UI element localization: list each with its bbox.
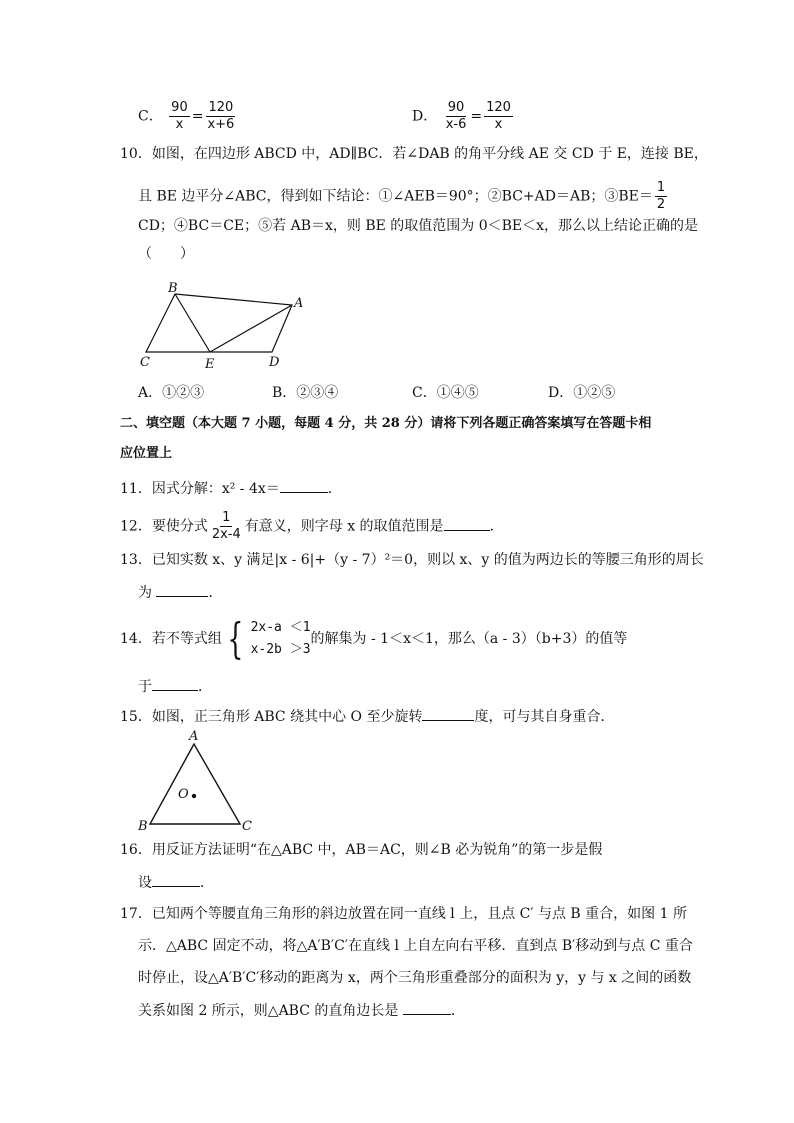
q16-text: 设 — [138, 875, 152, 891]
q10-option-a: A．①②③ — [138, 385, 205, 401]
q10-option-b: B．②③④ — [272, 385, 339, 401]
q10-line3: CD；④BC＝CE；⑤若 AB＝x，则 BE 的取值范围为 0＜BE＜x，那么以上结论正确的是 — [138, 218, 699, 234]
label-c: C — [242, 819, 252, 834]
q16-line1: 16．用反证方法证明“在△ABC 中，AB＝AC，则∠B 必为锐角”的第一步是假 — [120, 842, 603, 858]
q17-line1: 17．已知两个等腰直角三角形的斜边放置在同一直线 l 上，且点 C′ 与点 B 重合，如图 1 所 — [120, 906, 687, 922]
denominator: x — [494, 117, 503, 132]
label-o: O — [178, 787, 189, 802]
inequality-row: x-2b ＞3 — [250, 642, 311, 657]
fraction — [444, 100, 469, 133]
q10-option-d: D．①②⑤ — [548, 385, 616, 401]
denominator: 2 — [656, 197, 666, 212]
period: ． — [208, 585, 223, 601]
q17-text: 关系如图 2 所示，则△ABC 的直角边长是 — [138, 1003, 399, 1019]
q14-line1 — [120, 614, 627, 664]
q17-line4 — [138, 1000, 465, 1021]
q14-text: 的解集为 - 1＜x＜1，那么（a - 3）（b+3）的值等 — [310, 631, 628, 647]
period: ． — [200, 875, 214, 891]
q14-text: 14．若不等式组 — [120, 631, 222, 647]
answer-blank[interactable] — [280, 478, 328, 493]
fraction — [169, 100, 190, 133]
inequality-system — [222, 614, 311, 663]
numerator: 1 — [656, 180, 666, 195]
label-b: B — [168, 281, 178, 296]
q17-line3: 时停止，设△A′B′C′移动的距离为 x，两个三角形重叠部分的面积为 y，y 与 x 之间的函数 — [138, 970, 692, 986]
label-e: E — [205, 357, 215, 372]
fraction — [205, 100, 236, 133]
q10-line1: 10．如图，在四边形 ABCD 中，AD∥BC．若∠DAB 的角平分线 AE 交 CD 于 E，连接 BE， — [120, 146, 708, 162]
option-label: D． — [412, 108, 438, 125]
label-c: C — [140, 355, 150, 370]
q11-text: 11．因式分解：x² - 4x＝ — [120, 481, 280, 497]
q12-text: 12．要使分式 — [120, 518, 208, 535]
numerator: 90 — [447, 100, 465, 115]
q9-option-c — [138, 100, 238, 133]
q13-line1: 13．已知实数 x、y 满足|x - 6|+（y - 7）²＝0，则以 x、y 的值为两边长的等腰三角形的周长 — [120, 552, 704, 568]
equals-sign: = — [191, 108, 204, 125]
equals-sign: = — [470, 108, 483, 125]
q10-option-c: C．①④⑤ — [412, 385, 479, 401]
numerator: 120 — [486, 100, 511, 115]
period: ． — [198, 679, 212, 695]
fraction — [210, 510, 243, 543]
q14-line2 — [138, 676, 212, 697]
q14-text: 于 — [138, 679, 152, 695]
brace-icon: { — [227, 614, 244, 663]
label-b: B — [138, 819, 148, 834]
q15 — [120, 706, 614, 727]
answer-blank[interactable] — [152, 872, 200, 887]
numerator: 90 — [171, 100, 188, 115]
denominator: 2x-4 — [211, 527, 241, 542]
q10-text: 且 BE 边平分∠ABC，得到如下结论：①∠AEB＝90°；②BC+AD＝AB；③BE＝ — [138, 188, 653, 205]
answer-blank[interactable] — [403, 1000, 451, 1015]
answer-blank[interactable] — [156, 582, 208, 597]
answer-blank[interactable] — [444, 516, 490, 531]
label-a: A — [189, 729, 199, 744]
quadrilateral-figure — [130, 274, 320, 374]
inequality-row: 2x-a ＜1 — [250, 620, 311, 635]
q17-line2: 示．△ABC 固定不动，将△A′B′C′在直线 l 上自左向右平移．直到点 B′移动到与点 C 重合 — [138, 938, 693, 954]
q12-text: 有意义，则字母 x 的取值范围是 — [244, 518, 444, 535]
section-2-header: 二、填空题（本大题 7 小题，每题 4 分，共 28 分）请将下列各题正确答案填写在答题卡相 — [120, 416, 652, 431]
q13-text: 为 — [138, 585, 152, 601]
numerator: 1 — [222, 510, 231, 525]
q13-line2 — [138, 582, 222, 603]
period: ． — [327, 481, 342, 497]
section-2-header-cont: 应位置上 — [120, 446, 173, 461]
q15-text: 15．如图，正三角形 ABC 绕其中心 O 至少旋转 — [120, 709, 423, 725]
q10-line4: （ ） — [138, 246, 194, 262]
label-d: D — [269, 355, 280, 370]
option-label: C． — [138, 108, 163, 125]
denominator: x+6 — [207, 117, 235, 132]
q10-line2 — [138, 180, 669, 213]
denominator: x — [175, 117, 184, 132]
q11 — [120, 478, 342, 499]
answer-blank[interactable] — [422, 706, 474, 721]
fraction — [484, 100, 513, 133]
q15-text: 度，可与其自身重合． — [474, 709, 615, 725]
numerator: 120 — [208, 100, 234, 115]
q16-line2 — [138, 872, 214, 893]
period: ． — [450, 1003, 465, 1019]
q12 — [120, 510, 504, 543]
period: ． — [489, 518, 504, 535]
label-a: A — [294, 296, 304, 311]
denominator: x-6 — [445, 117, 467, 132]
answer-blank[interactable] — [152, 676, 198, 691]
q9-option-d — [412, 100, 515, 133]
triangle-figure — [130, 728, 270, 836]
fraction-half — [655, 180, 667, 213]
